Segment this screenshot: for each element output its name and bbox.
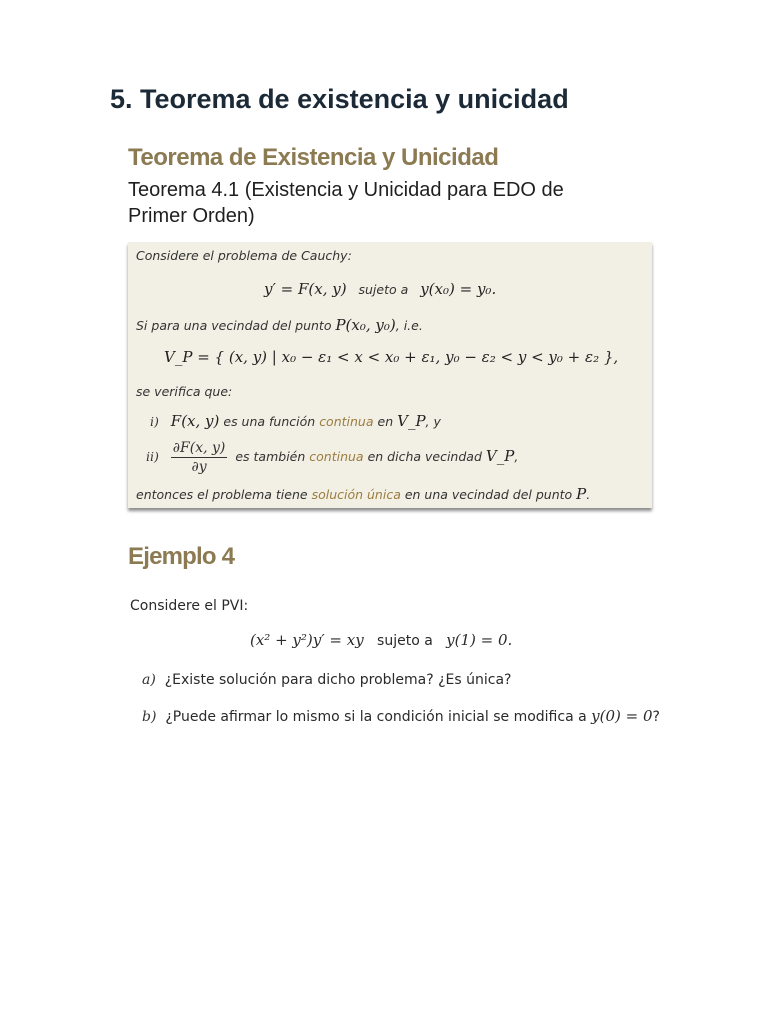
cauchy-equation (264, 280, 496, 298)
partial-derivative-numerator: ∂F(x, y) (172, 440, 226, 456)
partial-derivative-denominator: ∂y (191, 459, 207, 475)
conclusion-line (136, 485, 590, 503)
cauchy-equation-rhs: y(x₀) = y₀. (420, 280, 497, 298)
example-equation-lhs: (x² + y²)y′ = xy (250, 631, 364, 649)
neighborhood-text: Si para una vecindad del punto (136, 318, 332, 333)
condition-i-highlight: continua (319, 414, 374, 429)
theorem-intro: Considere el problema de Cauchy: (136, 248, 352, 263)
vp-set: V_P = { (x, y) | x₀ − ε₁ < x < x₀ + ε₁, y₀ − ε₂ < y < y₀ + ε₂ }, (164, 348, 619, 366)
verify-text: se verifica que: (136, 384, 233, 399)
example-equation-rhs: y(1) = 0. (446, 631, 513, 649)
conclusion-point: P (576, 485, 587, 503)
question-a-text: ¿Existe solución para dicho problema? ¿Es única? (164, 672, 512, 688)
condition-i-text-b: en (377, 414, 394, 429)
conclusion-highlight: solución única (311, 487, 401, 502)
condition-ii-text-b: en dicha vecindad (367, 449, 482, 464)
question-b (142, 707, 660, 725)
condition-ii-vp: V_P (485, 447, 515, 465)
neighborhood-line (136, 316, 423, 334)
theorem-header: Teorema de Existencia y Unicidad (128, 144, 499, 171)
question-b-math: y(0) = 0 (591, 707, 653, 725)
question-b-label: b) (142, 709, 157, 725)
condition-i-math: F(x, y) (170, 412, 220, 430)
condition-i-label: i) (150, 414, 159, 429)
cauchy-equation-lhs: y′ = F(x, y) (264, 280, 347, 298)
question-a-label: a) (142, 672, 156, 688)
condition-ii-end: , (514, 449, 519, 464)
cauchy-equation-mid: sujeto a (358, 282, 409, 297)
example-title: Ejemplo 4 (128, 543, 235, 570)
condition-i-text-a: es una función (223, 414, 316, 429)
conclusion-text-b: en una vecindad del punto (404, 487, 573, 502)
condition-ii-text-a: es también (235, 449, 306, 464)
question-b-text: ¿Puede afirmar lo mismo si la condición inicial se modifica a (165, 709, 587, 725)
condition-i-vp: V_P (397, 412, 426, 430)
condition-ii-label: ii) (146, 449, 159, 464)
example-equation-mid: sujeto a (377, 633, 433, 649)
condition-ii (146, 440, 518, 475)
question-b-end: ? (652, 709, 660, 725)
section-title: 5. Teorema de existencia y unicidad (110, 84, 569, 114)
example-equation (250, 631, 512, 649)
condition-i-end: , y (425, 414, 441, 429)
neighborhood-point: P(x₀, y₀) (335, 316, 396, 334)
neighborhood-ie: , i.e. (395, 318, 423, 333)
condition-ii-highlight: continua (309, 449, 364, 464)
condition-i (150, 412, 441, 430)
partial-derivative-fraction (171, 440, 228, 475)
example-intro: Considere el PVI: (130, 598, 249, 614)
conclusion-end: . (586, 487, 591, 502)
theorem-subtitle: Teorema 4.1 (Existencia y Unicidad para EDO de Primer Orden) (128, 179, 564, 227)
conclusion-text-a: entonces el problema tiene (136, 487, 308, 502)
theorem-box (128, 242, 652, 508)
question-a (142, 672, 511, 688)
